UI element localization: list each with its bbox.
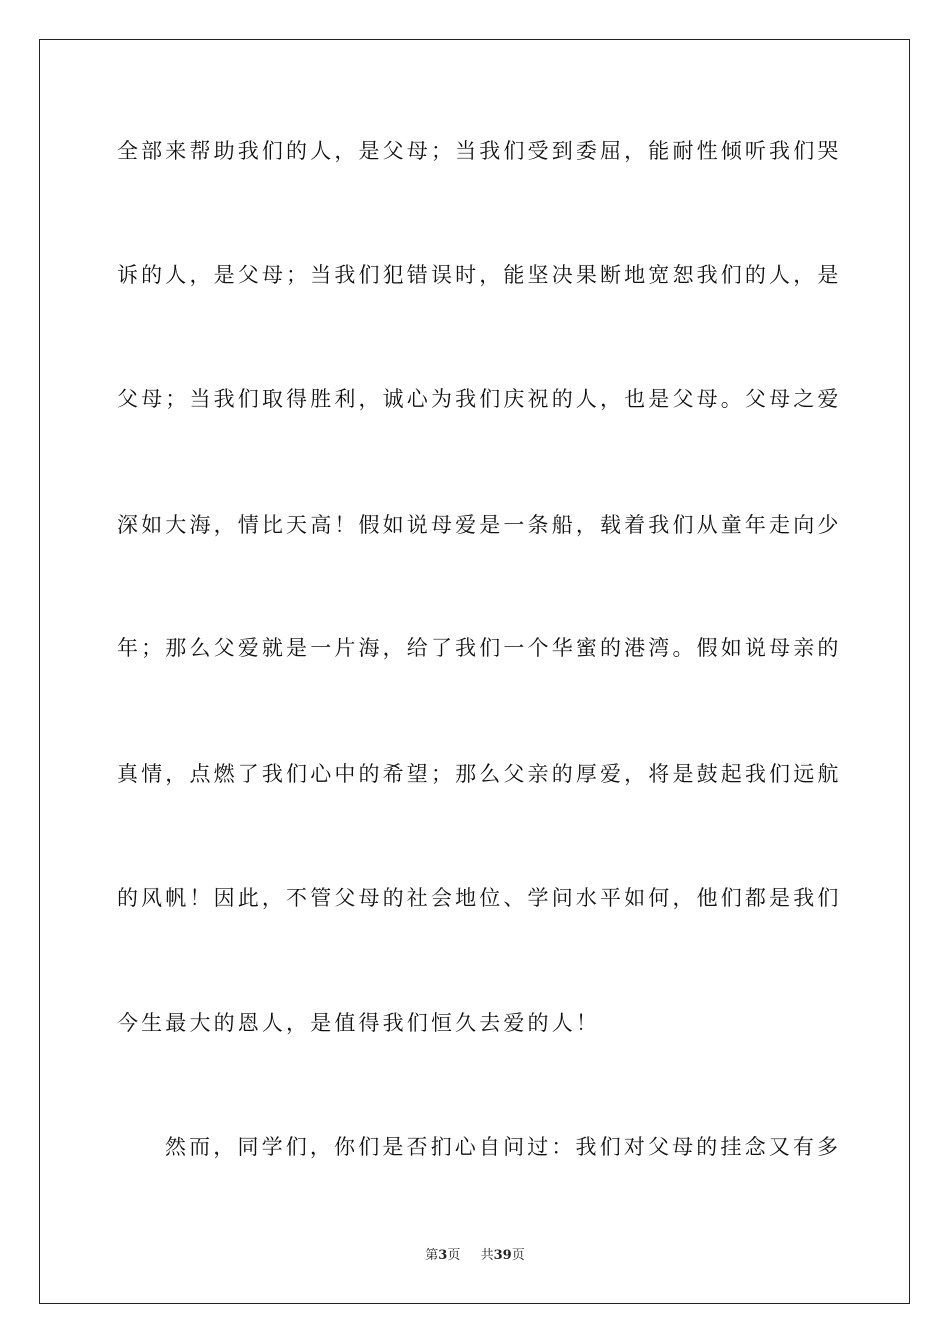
text-line: 父母；当我们取得胜利，诚心为我们庆祝的人，也是父母。父母之爱: [117, 387, 842, 411]
page-footer: [0, 1247, 950, 1265]
total-pages: 39: [493, 1248, 512, 1263]
total-prefix: 共: [480, 1248, 494, 1263]
paragraph-first-line: 然而，同学们，你们是否扪心自问过：我们对父母的挂念又有多: [165, 1135, 842, 1159]
page-prefix: 第: [425, 1248, 439, 1263]
text-line: 诉的人，是父母；当我们犯错误时，能坚决果断地宽恕我们的人，是: [117, 263, 842, 287]
text-line: 今生最大的恩人，是值得我们恒久去爱的人！: [117, 1011, 600, 1035]
text-line: 真情，点燃了我们心中的希望；那么父亲的厚爱，将是鼓起我们远航: [117, 762, 842, 786]
text-line: 深如大海，情比天高！假如说母爱是一条船，载着我们从童年走向少: [117, 513, 842, 537]
text-line: 全部来帮助我们的人，是父母；当我们受到委屈，能耐性倾听我们哭: [117, 139, 842, 163]
page-number: 3: [438, 1248, 448, 1263]
text-line: 的风帆！因此，不管父母的社会地位、学问水平如何，他们都是我们: [117, 886, 842, 910]
text-line: 年；那么父爱就是一片海，给了我们一个华蜜的港湾。假如说母亲的: [117, 636, 842, 660]
page-suffix: 页: [447, 1248, 461, 1263]
page-border: [39, 39, 910, 1304]
total-suffix: 页: [511, 1248, 525, 1263]
